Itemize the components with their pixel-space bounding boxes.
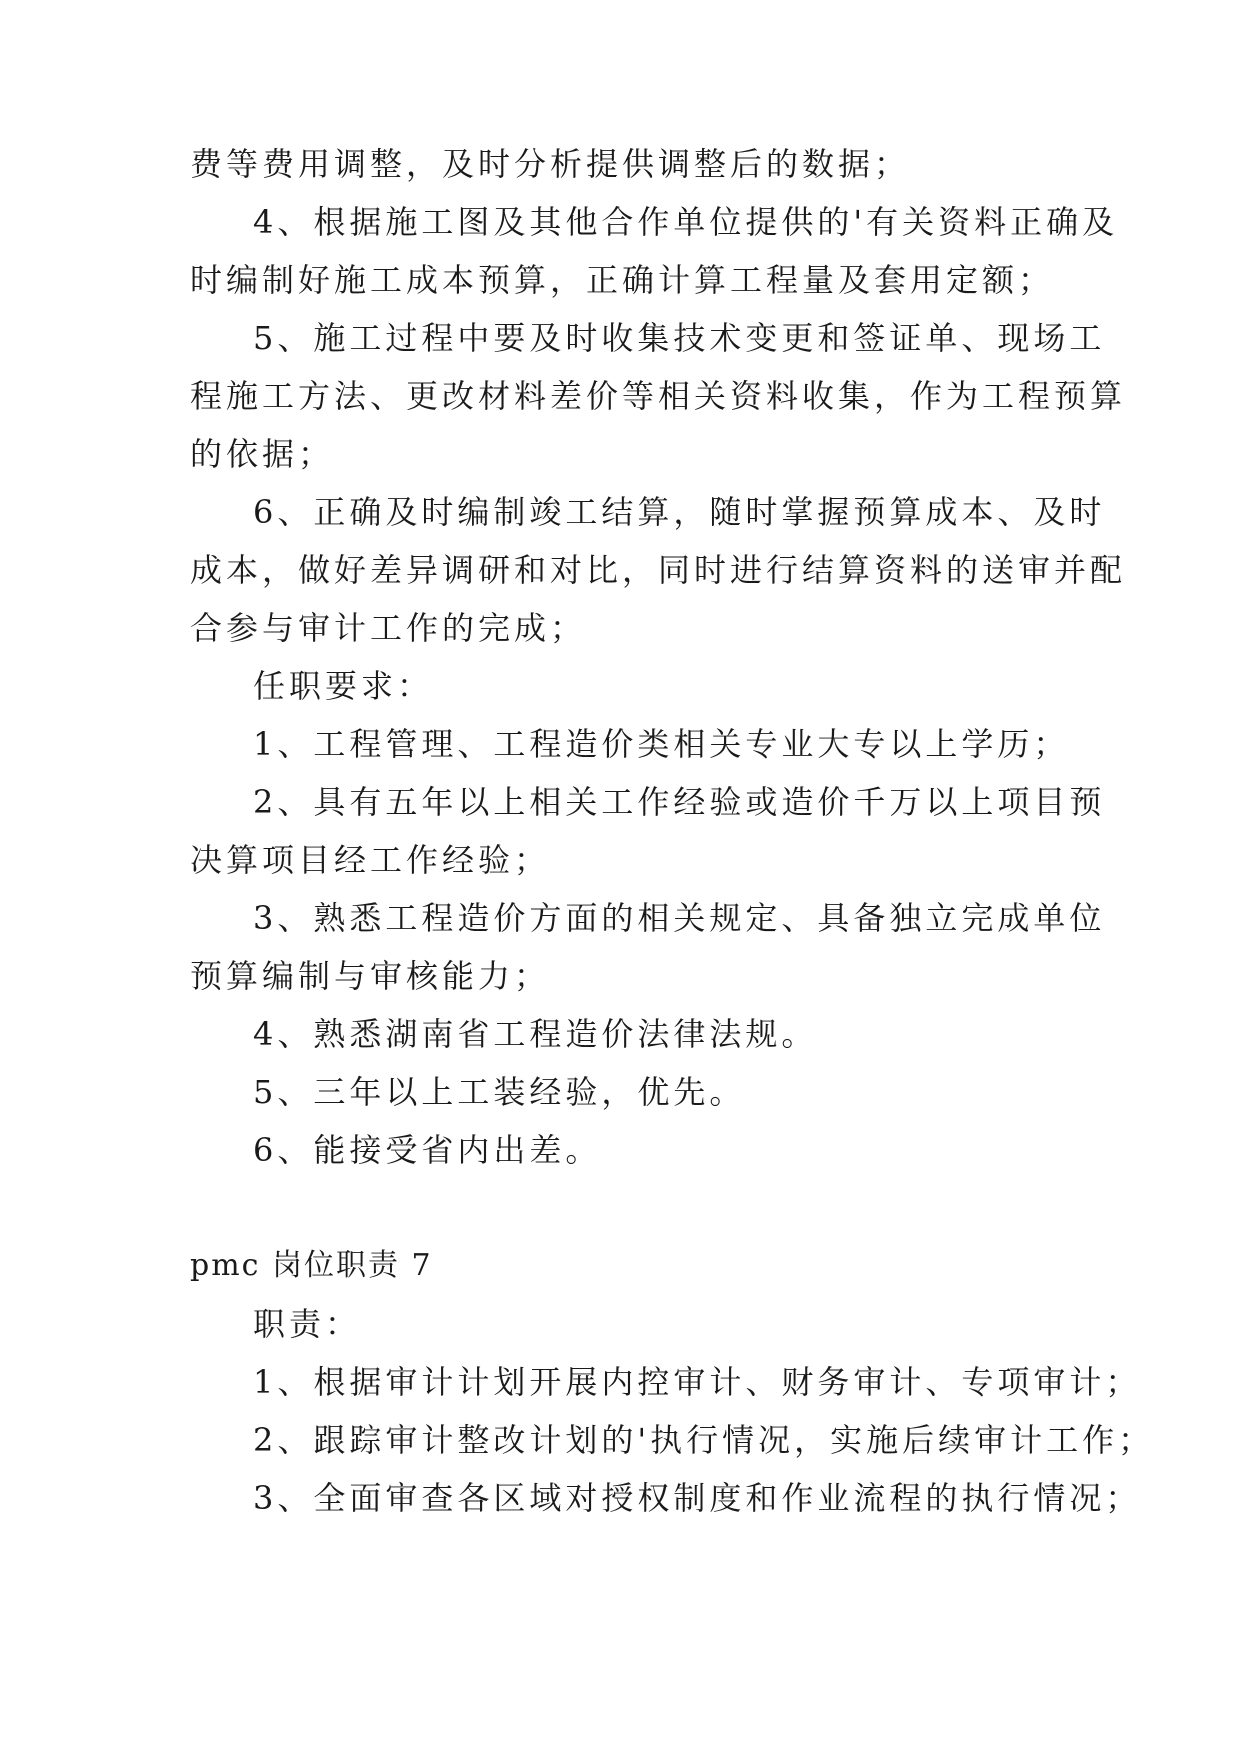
section-heading: pmc 岗位职责 7 bbox=[190, 1248, 433, 1283]
list-item: 3、熟悉工程造价方面的相关规定、具备独立完成单位 bbox=[253, 899, 1106, 937]
list-item: 5、施工过程中要及时收集技术变更和签证单、现场工 bbox=[253, 319, 1106, 357]
list-item: 1、根据审计计划开展内控审计、财务审计、专项审计； bbox=[253, 1363, 1142, 1401]
subheading: 任职要求： bbox=[253, 667, 434, 705]
list-item: 5、三年以上工装经验，优先。 bbox=[253, 1073, 746, 1111]
body-line: 合参与审计工作的完成； bbox=[190, 609, 587, 647]
list-item: 4、熟悉湖南省工程造价法律法规。 bbox=[253, 1015, 818, 1053]
list-item: 3、全面审查各区域对授权制度和作业流程的执行情况； bbox=[253, 1479, 1142, 1517]
subheading: 职责： bbox=[253, 1305, 362, 1343]
body-line: 费等费用调整，及时分析提供调整后的数据； bbox=[190, 145, 911, 183]
list-item: 2、具有五年以上相关工作经验或造价千万以上项目预 bbox=[253, 783, 1106, 821]
body-line: 决算项目经工作经验； bbox=[190, 841, 551, 879]
body-line: 时编制好施工成本预算，正确计算工程量及套用定额； bbox=[190, 261, 1055, 299]
body-line: 的依据； bbox=[190, 435, 335, 473]
body-line: 预算编制与审核能力； bbox=[190, 957, 551, 995]
list-item: 6、正确及时编制竣工结算，随时掌握预算成本、及时 bbox=[253, 493, 1106, 531]
body-line: 程施工方法、更改材料差价等相关资料收集，作为工程预算 bbox=[190, 377, 1127, 415]
list-item: 4、根据施工图及其他合作单位提供的'有关资料正确及 bbox=[253, 203, 1119, 241]
body-line: 成本，做好差异调研和对比，同时进行结算资料的送审并配 bbox=[190, 551, 1127, 589]
list-item: 2、跟踪审计整改计划的'执行情况，实施后续审计工作； bbox=[253, 1421, 1155, 1459]
list-item: 1、工程管理、工程造价类相关专业大专以上学历； bbox=[253, 725, 1070, 763]
list-item: 6、能接受省内出差。 bbox=[253, 1131, 602, 1169]
